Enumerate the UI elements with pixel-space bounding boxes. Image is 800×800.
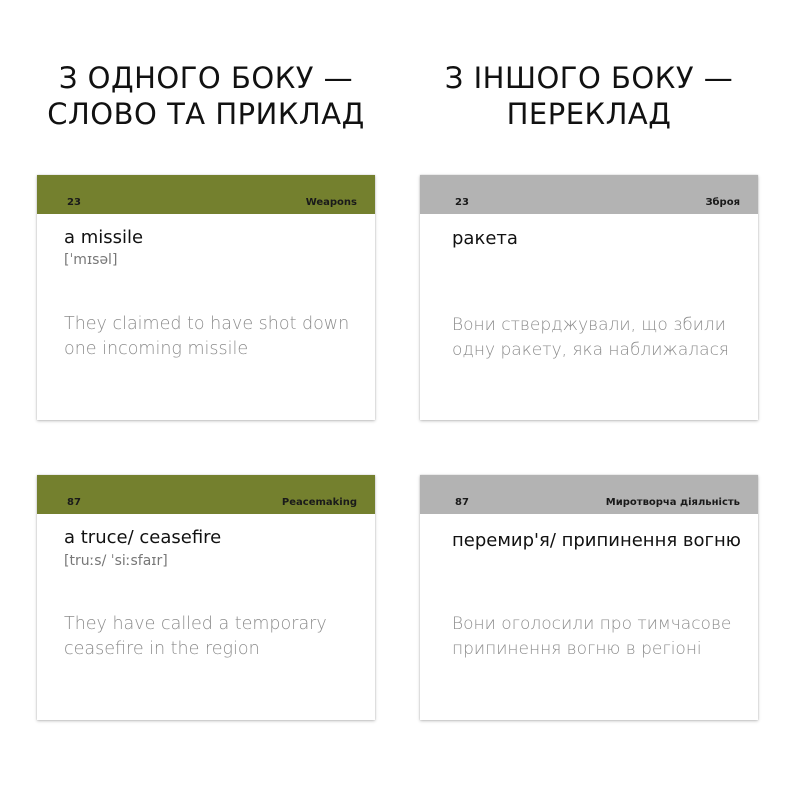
card-header bbox=[37, 175, 375, 214]
back-side-heading bbox=[409, 60, 769, 132]
card-number: 87 bbox=[455, 497, 469, 508]
card-number: 87 bbox=[67, 497, 81, 508]
card-header bbox=[420, 175, 758, 214]
back-side-heading-line-1: З ІНШОГО БОКУ — bbox=[444, 61, 734, 95]
flashcard-back-missile bbox=[420, 175, 758, 420]
flashcard-front-ceasefire bbox=[37, 475, 375, 720]
card-category: Миротворча діяльність bbox=[605, 497, 740, 508]
card-header bbox=[37, 475, 375, 514]
card-word: перемир'я/ припинення вогню bbox=[452, 530, 741, 551]
card-word: a missile bbox=[64, 227, 144, 248]
card-number: 23 bbox=[67, 197, 81, 208]
card-category: Peacemaking bbox=[281, 497, 357, 508]
front-side-heading-line-1: З ОДНОГО БОКУ — bbox=[58, 61, 354, 95]
card-category: Зброя bbox=[705, 197, 740, 208]
card-example: They claimed to have shot down one incoming missile bbox=[64, 314, 350, 359]
card-word: a truce/ ceasefire bbox=[64, 527, 222, 548]
card-example: Вони оголосили про тимчасове припинення вогню в регіоні bbox=[452, 614, 732, 659]
card-example: Вони стверджували, що збили одну ракету, яка наближалася bbox=[452, 315, 729, 360]
front-side-heading bbox=[26, 60, 386, 132]
flashcard-back-ceasefire bbox=[420, 475, 758, 720]
card-example: They have called a temporary ceasefire in the region bbox=[64, 614, 327, 659]
card-word: ракета bbox=[452, 228, 518, 249]
front-side-heading-line-2: СЛОВО ТА ПРИКЛАД bbox=[47, 97, 365, 131]
flashcard-front-missile bbox=[37, 175, 375, 420]
card-number: 23 bbox=[455, 197, 469, 208]
card-header bbox=[420, 475, 758, 514]
card-transcription: [ˈmɪsəl] bbox=[64, 252, 118, 268]
card-category: Weapons bbox=[305, 197, 357, 208]
card-transcription: [truːs/ ˈsiːsfaɪr] bbox=[64, 553, 168, 569]
back-side-heading-line-2: ПЕРЕКЛАД bbox=[506, 97, 672, 131]
